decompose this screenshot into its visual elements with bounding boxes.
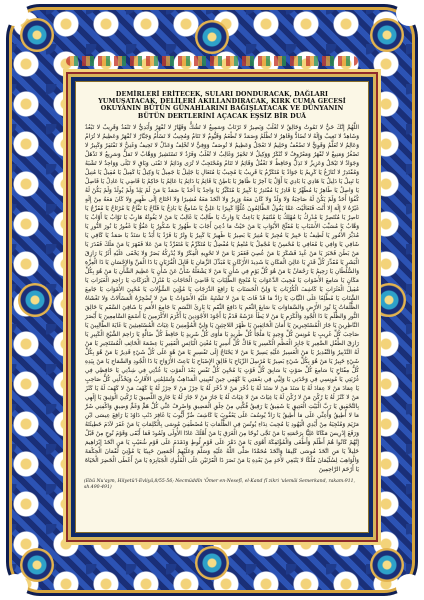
medallion-bottom-center: [195, 546, 229, 580]
medallion-bottom-right: [370, 548, 404, 582]
corner-scallop-top-right: [396, 0, 422, 26]
corner-scallop-bottom-right: [396, 574, 422, 600]
ornamental-tile-plaque: [6, 4, 418, 596]
medallion-right-mid: [372, 283, 406, 317]
medallion-top-left: [20, 18, 54, 52]
corner-scallop-bottom-left: [2, 574, 28, 600]
medallion-top-right: [370, 18, 404, 52]
medallion-top-center: [195, 20, 229, 54]
prayer-title: DEMİRLERİ ERİTECEK, SULARI DONDURACAK, DAĞLARI YUMUŞATACAK, DELİLERİ AKILLANDIRACAK, KIRK CUMA GECESİ OKUYANIN BÜTÜN GÜNAHLARINI BAĞIŞLATACAK VE DÜNYANIN BÜTÜN DERTLERİNİ AÇACAK EŞSİZ BİR DUÂ: [98, 91, 346, 120]
arabic-prayer-text: اللَّهُمَّ إِنَّكَ حَيٌّ لا تَمُوتُ وَخَالِقٌ لا تُغْلَبُ وَبَصِيرٌ لا تَرْتَابُ وَسَمِيعٌ لا تَشُكُّ وَقَهَّارٌ لا تُقْهَرُ وَأَبَدِيٌّ لا تَنْفَدُ وَقَرِيبٌ لا تَبْعُدُ وَشَاهِدٌ لا تَغِيبُ وَإِلَهٌ لا تُضَادُّ وَقَاهِرٌ لا تُظْلَمُ وَصَمَدٌ لا تُطْعَمُ وَقَيُّومٌ لا تَنَامُ وَمُجِيبٌ لا تَسْأَمُ وَجَبَّارٌ لا تُقْهَرُ وَعَظِيمٌ لا تُرَامُ وَعَالِمٌ لا تُعَلَّمُ وَقَوِيٌّ لا تَضْعُفُ وَحَلِيمٌ لا تَعْجَلُ وَعَظِيمٌ لا تُوصَفُ وَوَفِيٌّ لا تُخْلِفُ وَعَدْلٌ لا تَحِيفُ وَغَنِيٌّ لا تَفْتَقِرُ وَكَبِيرٌ لا تَصْغُرُ وَمَنِيعٌ لا تُقْهَرُ وَمَعْرُوفٌ لا تُنْكَرُ وَوَكِيلٌ لا تَحْقِرُ وَغَالِبٌ لا تُغْلَبُ وَفَرْدٌ لا تَسْتَشِيرُ وَوَهَّابٌ لا تَمَلُّ وَسَرِيعٌ لا تَذْهَلُ وَجَوَادٌ لا تَبْخَلُ وَعَزِيزٌ لا تَذِلُّ وَحَافِظٌ لا تَغْفُلُ وَقَائِمٌ لا تَنَامُ وَمُحْتَجِبٌ لا تُرَى وَدَائِمٌ لا تَفْنَى وَبَاقٍ لا تَبْلَى وَوَاحِدٌ لا تَشْبَهُ وَمُقْتَدِرٌ لا تُنَازَعُ يَا كَرِيمُ يَا جَوَادُ يَا مُتَكَرِّمُ يَا قَرِيبُ يَا مُجِيبُ يَا مُتَعَالِ يَا جَلِيلُ يَا جَمِيلُ يَا وَكِيلُ يَا كَفِيلُ يَا مُقِيلُ يَا مُنِيلُ يَا نَبِيلُ يَا دَلِيلُ يَا هَادِي يَا بَادِي يَا أَوَّلُ يَا آخِرُ يَا ظَاهِرُ يَا بَاطِنُ يَا قَائِمُ يَا دَائِمُ يَا عَالِمُ يَا حَاكِمُ يَا قَاضِي يَا عَادِلُ يَا فَاصِلُ يَا وَاصِلُ يَا طَاهِرُ يَا مُطَهِّرُ يَا قَادِرُ يَا مُقْتَدِرُ يَا كَبِيرُ يَا مُتَكَبِّرُ يَا وَاحِدُ يَا أَحَدُ يَا صَمَدُ يَا مَنْ لَمْ يَلِدْ وَلَمْ يُولَدْ وَلَمْ يَكُنْ لَهُ كُفُوًا أَحَدٌ وَلَمْ يَكُنْ لَهُ صَاحِبَةٌ وَلا وَلَدٌ وَلا كَانَ مَعَهُ وَزِيرٌ وَلا اتَّخَذَ مَعَهُ مُشِيرًا وَلا احْتَاجَ إِلَى ظَهِيرٍ وَلا كَانَ مَعَهُ مِنْ إِلَهٍ غَيْرُهُ لا إِلَهَ إِلا أَنْتَ فَتَعَالَيْتَ عَمَّا يَقُولُ الظَّالِمُونَ عُلُوًّا كَبِيرًا يَا عَلِيُّ يَا شَامِخُ يَا بَاذِخُ يَا فَتَّاحُ يَا نَفَّاحُ يَا مُرْتَاحُ يَا مُفَرِّجُ يَا نَاصِرُ يَا مُنْتَصِرُ يَا مُدْرِكُ يَا مُهْلِكُ يَا مُنْتَقِمُ يَا بَاعِثُ يَا وَارِثُ يَا طَالِبُ يَا غَالِبُ يَا مَنْ لا يَفُوتُهُ هَارِبٌ يَا تَوَّابُ يَا أَوَّابُ يَا وَهَّابُ يَا مُسَبِّبَ الأَسْبَابِ يَا مُفَتِّحَ الأَبْوَابِ يَا مَنْ حَيْثُ مَا دُعِيَ أَجَابَ يَا طَهُورُ يَا شَكُورُ يَا عَفُوُّ يَا غَفُورُ يَا نُورَ النُّورِ يَا مُدَبِّرَ الأُمُورِ يَا لَطِيفُ يَا خَبِيرُ يَا مُجِيرُ يَا مُنِيرُ يَا بَصِيرُ يَا ظَهِيرُ يَا كَبِيرُ يَا وِتْرُ يَا فَرْدُ يَا أَبَدُ يَا سَنَدُ يَا صَمَدُ يَا كَافِي يَا شَافِي يَا وَافِي يَا مُعَافِي يَا مُحْسِنُ يَا مُجْمِلُ يَا مُنْعِمُ يَا مُفْضِلُ يَا مُتَكَرِّمُ يَا مُتَفَرِّدُ يَا مَنْ عَلا فَقَهَرَ يَا مَنْ مَلَكَ فَقَدَرَ يَا مَنْ بَطَنَ فَخَبَرَ يَا مَنْ عُبِدَ فَشَكَرَ يَا مَنْ عُصِيَ فَغَفَرَ يَا مَنْ لا تَحْوِيهِ الْفِكَرُ وَلا يُدْرِكُهُ بَصَرٌ وَلا يَخْفَى عَلَيْهِ أَثَرٌ يَا رَازِقَ الْبَشَرِ يَا مُقَدِّرَ كُلِّ قَدَرٍ يَا عَالِيَ الْمَكَانِ يَا شَدِيدَ الأَرْكَانِ يَا مُبَدِّلَ الزَّمَانِ يَا قَابِلَ الْقُرْبَانِ يَا ذَا الْمَنِّ وَالإِحْسَانِ يَا ذَا الْعِزَّةِ وَالسُّلْطَانِ يَا رَحِيمُ يَا رَحْمَانُ يَا مَنْ هُوَ كُلَّ يَوْمٍ فِي شَأْنٍ يَا مَنْ لا يَشْغَلُهُ شَأْنٌ عَنْ شَأْنٍ يَا عَظِيمَ الشَّأْنِ يَا مَنْ هُوَ بِكُلِّ مَكَانٍ يَا سَامِعَ الأَصْوَاتِ يَا مُجِيبَ الدَّعَوَاتِ يَا مُنْجِحَ الطَّلِبَاتِ يَا قَاضِيَ الْحَاجَاتِ يَا مُنْزِلَ الْبَرَكَاتِ يَا رَاحِمَ الْعَبَرَاتِ يَا مُقِيلَ الْعَثَرَاتِ يَا كَاشِفَ الْكُرُبَاتِ يَا وَلِيَّ الْحَسَنَاتِ يَا رَافِعَ الدَّرَجَاتِ يَا مُؤْتِيَ السُّؤُلاتِ يَا مُحْيِيَ الأَمْوَاتِ يَا جَامِعَ الشَّتَاتِ يَا مُطَّلِعًا عَلَى النِّيَّاتِ يَا رَادَّ مَا قَدْ فَاتَ يَا مَنْ لا تَشْتَبِهُ عَلَيْهِ الأَصْوَاتُ يَا مَنْ لا تُضْجِرُهُ الْمَسْأَلاتُ وَلا تَغْشَاهُ الظُّلُمَاتُ يَا نُورَ الأَرْضِ وَالسَّمَاوَاتِ يَا سَابِغَ النِّعَمِ يَا دَافِعَ النِّقَمِ يَا بَارِئَ النَّسَمِ يَا جَامِعَ الأُمَمِ يَا شَافِيَ السَّقَمِ يَا خَالِقَ النُّورِ وَالظُّلَمِ يَا ذَا الْجُودِ وَالْكَرَمِ يَا مَنْ لا يَطَأُ عَرْشَهُ قَدَمٌ يَا أَجْوَدَ الأَجْوَدِينَ يَا أَكْرَمَ الأَكْرَمِينَ يَا أَسْمَعَ السَّامِعِينَ يَا أَبْصَرَ النَّاظِرِينَ يَا جَارَ الْمُسْتَجِيرِينَ يَا أَمَانَ الْخَائِفِينَ يَا ظَهْرَ اللاجِئِينَ يَا وَلِيَّ الْمُؤْمِنِينَ يَا غِيَاثَ الْمُسْتَغِيثِينَ يَا غَايَةَ الطَّالِبِينَ يَا صَاحِبَ كُلِّ غَرِيبٍ يَا مُونِسَ كُلِّ وَحِيدٍ يَا مَلْجَأَ كُلِّ طَرِيدٍ يَا مَأْوَى كُلِّ شَرِيدٍ يَا حَافِظَ كُلِّ ضَالَّةٍ يَا رَاحِمَ الشَّيْخِ الْكَبِيرِ يَا رَازِقَ الطِّفْلِ الصَّغِيرِ يَا جَابِرَ الْعَظْمِ الْكَسِيرِ يَا فَاكَّ كُلِّ أَسِيرٍ يَا مُغْنِيَ الْبَائِسِ الْفَقِيرِ يَا عِصْمَةَ الْخَائِفِ الْمُسْتَجِيرِ يَا مَنْ لَهُ التَّدْبِيرُ وَالتَّقْدِيرُ يَا مَنْ الْعَسِيرُ عَلَيْهِ يَسِيرٌ يَا مَنْ لا يَحْتَاجُ إِلَى تَفْسِيرٍ يَا مَنْ هُوَ عَلَى كُلِّ شَيْءٍ قَدِيرٌ يَا مَنْ هُوَ بِكُلِّ شَيْءٍ خَبِيرٌ يَا مَنْ هُوَ بِكُلِّ شَيْءٍ بَصِيرٌ يَا مُرْسِلَ الرِّيَاحِ يَا فَالِقَ الإِصْبَاحِ يَا بَاعِثَ الأَرْوَاحِ يَا ذَا الْجُودِ وَالسَّمَاحِ يَا مَنْ بِيَدِهِ كُلُّ مِفْتَاحٍ يَا سَامِعَ كُلِّ صَوْتٍ يَا سَابِقَ كُلِّ فَوْتٍ يَا مُحْيِيَ كُلِّ نَفْسٍ بَعْدَ الْمَوْتِ يَا عُدَّتِي فِي شِدَّتِي يَا حَافِظِي فِي غُرْبَتِي يَا مُونِسِي فِي وَحْدَتِي يَا وَلِيِّي فِي نِعْمَتِي يَا كَهْفِي حِينَ تُعْيِينِي الْمَذَاهِبُ وَتُسْلِمُنِي الأَقَارِبُ وَيَخْذُلُنِي كُلُّ صَاحِبٍ يَا عِمَادَ مَنْ لا عِمَادَ لَهُ يَا سَنَدَ مَنْ لا سَنَدَ لَهُ يَا ذُخْرَ مَنْ لا ذُخْرَ لَهُ يَا حِرْزَ مَنْ لا حِرْزَ لَهُ يَا كَهْفَ مَنْ لا كَهْفَ لَهُ يَا كَنْزَ مَنْ لا كَنْزَ لَهُ يَا رُكْنَ مَنْ لا رُكْنَ لَهُ يَا غِيَاثَ مَنْ لا غِيَاثَ لَهُ يَا جَارَ مَنْ لا جَارَ لَهُ يَا جَارِيَ اللَّصِيقَ يَا رُكْنِيَ الْوَثِيقَ يَا إِلَهِي بِالتَّحْقِيقِ يَا رَبَّ الْبَيْتِ الْعَتِيقِ يَا شَفِيقُ يَا رَفِيقُ فُكَّنِي مِنْ حِلَقِ الْمَضِيقِ وَاصْرِفْ عَنِّي كُلَّ هَمٍّ وَغَمٍّ وَضِيقٍ وَاكْفِنِي شَرَّ مَا لا أُطِيقُ وَأَعِنِّي عَلَى مَا أُطِيقُ يَا رَادَّ يُوسُفَ عَلَى يَعْقُوبَ يَا كَاشِفَ ضُرِّ أَيُّوبَ يَا غَافِرَ ذَنْبِ دَاوُدَ يَا رَافِعَ عِيسَى ابْنِ مَرْيَمَ وَمُنْجِيَهُ مِنْ أَيْدِي الْيَهُودِ يَا مُجِيبَ نِدَاءِ يُونُسَ فِي الظُّلُمَاتِ يَا مُصْطَفِيَ مُوسَى بِالْكَلِمَاتِ يَا مَنْ غَفَرَ لآدَمَ خَطِيئَتَهُ وَرَفَعَ إِدْرِيسَ مَكَانًا عَلِيًّا بِرَحْمَتِهِ يَا مَنْ نَجَّى نُوحًا مِنَ الْغَرَقِ يَا مَنْ أَهْلَكَ عَادًا الأُولَى وَثَمُودَ فَمَا أَبْقَى وَقَوْمَ نُوحٍ مِنْ قَبْلُ إِنَّهُمْ كَانُوا هُمْ أَظْلَمَ وَأَطْغَى وَالْمُؤْتَفِكَةَ أَهْوَى يَا مَنْ دَمَّرَ عَلَى قَوْمِ لُوطٍ وَدَمْدَمَ عَلَى قَوْمِ شُعَيْبٍ يَا مَنِ اتَّخَذَ إِبْرَاهِيمَ خَلِيلاً يَا مَنِ اتَّخَذَ مُوسَى كَلِيمًا وَاتَّخَذَ مُحَمَّدًا صَلَّى اللَّهُ عَلَيْهِ وَسَلَّمَ وَعَلَيْهِمْ أَجْمَعِينَ حَبِيبًا يَا مُؤْتِيَ لُقْمَانَ الْحِكْمَةَ وَالْوَاهِبَ لِسُلَيْمَانَ مُلْكًا لا يَنْبَغِي لأَحَدٍ مِنْ بَعْدِهِ يَا مَنْ نَصَرَ ذَا الْقَرْنَيْنِ عَلَى الْمُلُوكِ الْجَبَابِرَةِ يَا مَنْ أَعْطَى الْخَضِرَ الْحَيَاةَ يَا أَرْحَمَ الرَّاحِمِينَ: [85, 124, 359, 473]
medallion-bottom-left: [20, 548, 54, 582]
text-frame: [68, 74, 376, 540]
medallion-left-mid: [18, 283, 52, 317]
floral-band-top: [66, 56, 358, 66]
text-panel: [75, 81, 369, 533]
source-citation: (Ebû Nuʿaym, Hilyetü'l-Evliyâ,8/55-56; Necmüddîn ʿÖmer en-Nesefî, el-Kand fî zikri ʿulemâi Semerkand, rakam:911, sh.490-491): [84, 478, 356, 490]
